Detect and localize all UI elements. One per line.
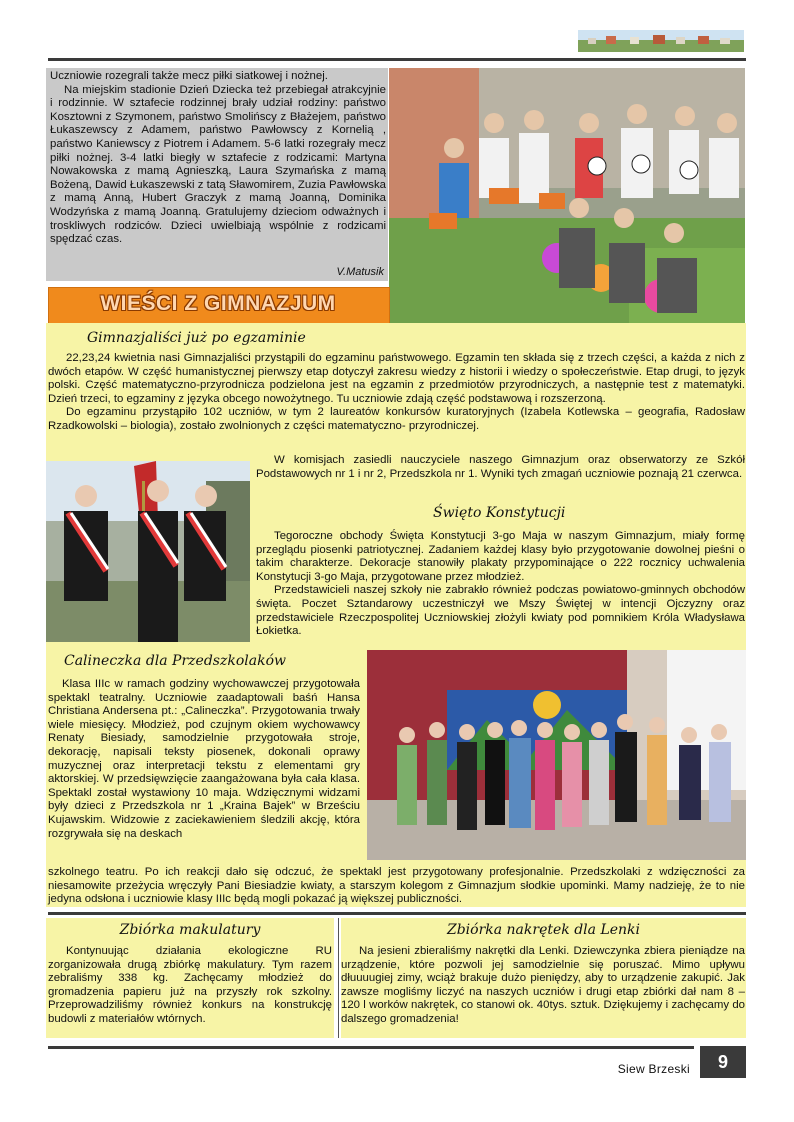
constitution-paragraph-1: Tegoroczne obchody Święta Konstytucji 3-go Maja w naszym Gimnazjum, miały formę przeglądu piosenki patriotycznej. Zadaniem każdej klasy było przygotowanie dowolnej pieśni o takim charakterze. Dekoracje stanowiły plakaty przypominające o 222 rocznicy uchwalenia Konstytucji 3-go Maja, przygotowane przez młodzież.: [256, 530, 745, 583]
column-divider: [338, 918, 339, 1038]
paper-title: Zbiórka makulatury: [119, 922, 261, 938]
header-rule: [48, 58, 746, 61]
exam-paragraph-3: W komisjach zasiedli nauczyciele naszego Gimnazjum oraz obserwatorzy ze Szkół Podstawowych nr 1 i nr 2, Przedszkola nr 1. Wyniki tych zmagań uczniowie poznają 21 czerwca.: [256, 454, 745, 480]
magazine-name: Siew Brzeski: [617, 1062, 690, 1076]
section-banner-text: WIEŚCI Z GIMNAZJUM: [100, 292, 336, 315]
intro-author: V.Matusik: [336, 266, 384, 278]
exam-title: Gimnazjaliści już po egzaminie: [87, 330, 306, 346]
constitution-title: Święto Konstytucji: [433, 505, 566, 521]
header-panorama-image: [578, 30, 744, 52]
thumbelina-title: Calineczka dla Przedszkolaków: [64, 653, 286, 669]
caps-title: Zbiórka nakrętek dla Lenki: [446, 922, 641, 938]
constitution-paragraph-2: Przedstawicieli naszej szkoły nie zabrakło również podczas powiatowo-gminnych obchodów święta. Poczet Sztandarowy uczestniczył we Mszy Świętej w intencji Ojczyzny oraz przedstawiciele Rzeczpospolitej Uczniowskiej złożyli kwiaty pod pomnikiem Króla Władysława Łokietka.: [256, 584, 745, 638]
children-day-photo: [389, 68, 745, 338]
exam-paragraph-2: Do egzaminu przystąpiło 102 uczniów, w tym 2 laureatów konkursów kuratoryjnych (Izabela Kotlewska – geografia, Radosław Rzadkowolski – biologia), zostało zwolnionych z części matematyczno- przyrodniczej.: [48, 406, 745, 432]
intro-paragraph-2: Na miejskim stadionie Dzień Dziecka też przebiegał atrakcyjnie i rodzinnie. W sztafecie rodzinnej brały udział rodziny: państwo Kosztowni z Szymonem, państwo Smolińscy z Błażejem, państwo Łukaszewscy z Adamem, państwo Pawłowscy z Kornelią , państwo Kaniewscy z Piotrem i Adamem. 5-6 latki rozegrały mecz piłki nożnej. 3-4 latki biegły w sztafecie z rodzicami: Martyna Nowakowska z mamą Agnieszką, Laura Szymańska z mamą Bożeną, Dawid Łukaszewski z tatą Sławomirem, Zuzia Pawłowska z mamą Anną, Hubert Graczyk z mamą Joanną, Dominika Wodzyńska z mamą Joanną. Gratulujemy dzieciom odważnych i troskliwych rodziców. Dzieci uwielbiają wspólnie z rodzicami spędzać czas.: [50, 83, 386, 246]
footer-rule: [48, 1046, 694, 1049]
intro-text: [50, 70, 386, 247]
exam-paragraph-1: 22,23,24 kwietnia nasi Gimnazjaliści przystąpili do egzaminu państwowego. Egzamin ten składa się z trzech części, a każda z nich z dwóch etapów. W część humanistycznej pierwszy etap dotyczył zakresu wiedzy z historii i wiedzy o społeczeństwie. Etap drugi, to język polski. Część matematyczno-przyrodnicza podzielona jest na egzamin z przedmiotów przyrodniczych, a następnie test z matematyki. Dzień trzeci, to egzaminy z języka obcego nowożytnego. Tu uczniowie zdają część podstawową i rozszerzoną.: [48, 352, 745, 405]
caps-paragraph: Na jesieni zbieraliśmy nakrętki dla Lenki. Dziewczynka zbiera pieniądze na urządzenie, które pozwoli jej samodzielnie się poruszać. Mimo upływu dłuuuugiej zimy, wciąż brakuje dużo pieniędzy, aby to urządzenie zakupić. Jak zawsze mogliśmy liczyć na naszych uczniów i drugi etap zbiórki dał nam 8 – 120 l worków nakrętek, co stanowi ok. 40tys. sztuk. Dziękujemy i zachęcamy do dalszego gromadzenia!: [341, 945, 745, 1025]
thumbelina-paragraph-1: Klasa IIIc w ramach godziny wychowawczej przygotowała spektakl teatralny. Uczniowie zaadaptowali baśń Hansa Christiana Andersena pt.: „Calineczka”. Przygotowania trwały wiele miesięcy. Młodzież, pod czujnym okiem wychowawcy Renaty Biesiady, samodzielnie przygotowała stroje, dekorację, napisali teksty piosenek, dokonali oprawy muzycznej oraz interpretacji tekstu z elementami gry aktorskiej. W przedsięwzięcie zaangażowana była cała klasa. Spektakl został wystawiony 10 maja. Wdzięcznymi widzami były dzieci z Przedszkola nr 1 „Kraina Bajek” w Brześciu Kujawskim. Widzowie z zaciekawieniem śledzili akcję, która rozgrywała się na deskach: [48, 678, 360, 840]
thumbelina-paragraph-2: szkolnego teatru. Po ich reakcji dało się odczuć, że spektakl jest przygotowany profesjonalnie. Przedszkolaki z wdzięczności za niesamowite przeżycia wręczyły Pani Biesiadzie kwiaty, a starszym kolegom z Gimnazjum słodkie upominki. Mamy nadzieję, że to nie jedyna odsłona i uczniowie klasy IIIc będą mogli pokazać ją większej publiczności.: [48, 866, 745, 906]
separator-rule: [48, 912, 746, 915]
flag-bearers-photo: [46, 461, 250, 642]
constitution-text: [256, 530, 745, 639]
page-number: 9: [700, 1046, 746, 1078]
paper-paragraph: Kontynuując działania ekologiczne RU zorganizowała drugą zbiórkę makulatury. Tym razem zebraliśmy 338 kg. Zachęcamy młodzież do gromadzenia papieru już na przyszły rok szkolny. Przeprowadziliśmy również konkurs na konstrukcję budowli z materiałów wtórnych.: [48, 945, 332, 1025]
theatre-photo: [367, 650, 746, 860]
intro-paragraph-1: Uczniowie rozegrali także mecz piłki siatkowej i nożnej.: [50, 70, 328, 82]
exam-text: [48, 352, 745, 434]
